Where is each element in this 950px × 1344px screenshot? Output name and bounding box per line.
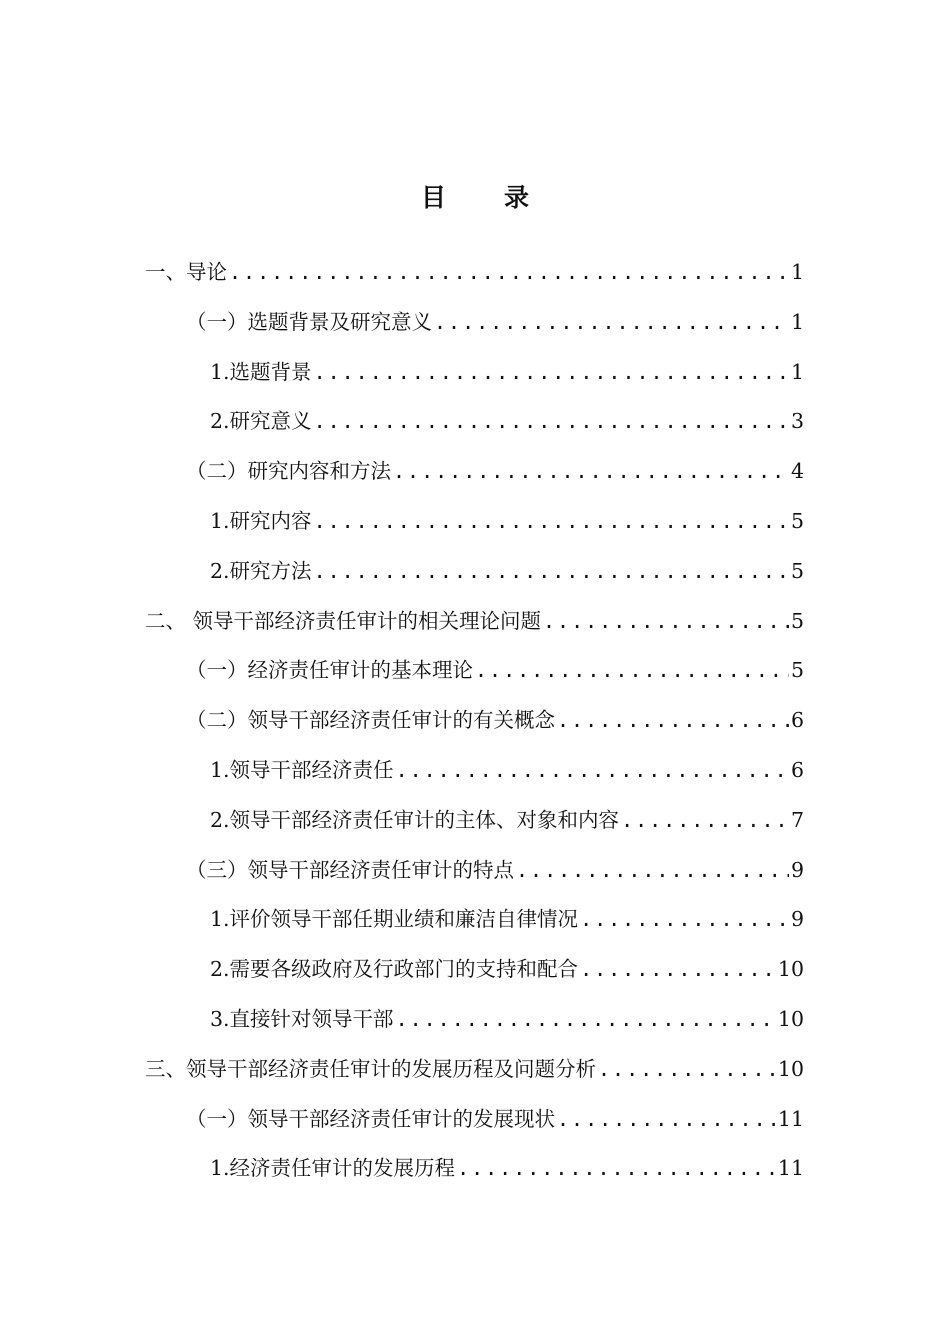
dot-leader	[598, 1045, 776, 1095]
toc-entry[interactable]	[0, 646, 950, 696]
toc-entry-page-number: 9	[790, 857, 804, 882]
dot-leader	[396, 995, 776, 1045]
dot-leader	[580, 945, 776, 995]
toc-entry-page-number: 11	[777, 1106, 804, 1131]
toc-entry-label: 三、领导干部经济责任审计的发展历程及问题分析	[145, 1056, 596, 1081]
dot-leader	[314, 397, 789, 447]
toc-entry[interactable]	[0, 348, 950, 398]
toc-entry-page-number: 6	[790, 708, 804, 733]
dot-leader	[457, 1144, 776, 1194]
toc-entry[interactable]	[0, 796, 950, 846]
toc-entry-page-number: 9	[790, 907, 804, 932]
toc-entry-label: （二）领导干部经济责任审计的有关概念	[186, 708, 555, 733]
toc-entry-label: 1.研究内容	[210, 508, 312, 533]
toc-entry[interactable]	[0, 447, 950, 497]
toc-entry-label: （二）研究内容和方法	[186, 459, 391, 484]
toc-entry[interactable]	[0, 846, 950, 896]
toc-entry-page-number: 1	[790, 359, 804, 384]
toc-entry-page-number: 10	[777, 957, 804, 982]
toc-entry-page-number: 1	[790, 260, 804, 284]
toc-entry[interactable]	[0, 298, 950, 348]
toc-entry[interactable]	[0, 1144, 950, 1194]
toc-entry-label: 1.选题背景	[210, 359, 312, 384]
toc-entry[interactable]	[0, 1095, 950, 1145]
toc-entry-label: 3.直接针对领导干部	[210, 1006, 394, 1031]
dot-leader	[314, 547, 789, 597]
toc-entry-label: （一）领导干部经济责任审计的发展现状	[186, 1106, 555, 1131]
toc-entry-page-number: 5	[790, 508, 804, 533]
toc-entry-page-number: 5	[790, 558, 804, 583]
toc-entry-label: （一）经济责任审计的基本理论	[186, 658, 473, 683]
dot-leader	[543, 597, 789, 647]
toc-entry-page-number: 4	[790, 459, 804, 484]
toc-list	[0, 248, 950, 1194]
dot-leader	[229, 248, 789, 298]
dot-leader	[621, 796, 789, 846]
toc-entry-label: 1.评价领导干部任期业绩和廉洁自律情况	[210, 907, 579, 932]
dot-leader	[314, 348, 789, 398]
toc-entry[interactable]	[0, 746, 950, 796]
dot-leader	[393, 447, 789, 497]
toc-entry[interactable]	[0, 1045, 950, 1095]
dot-leader	[580, 895, 789, 945]
toc-entry-label: 2.研究意义	[210, 409, 312, 434]
toc-entry-label: 二、 领导干部经济责任审计的相关理论问题	[145, 608, 542, 633]
dot-leader	[557, 1095, 776, 1145]
toc-entry-label: 2.领导干部经济责任审计的主体、对象和内容	[210, 807, 620, 832]
toc-entry-page-number: 11	[777, 1156, 804, 1181]
toc-entry[interactable]	[0, 397, 950, 447]
toc-entry-page-number: 7	[790, 807, 804, 832]
toc-entry[interactable]	[0, 597, 950, 647]
toc-entry-page-number: 3	[790, 409, 804, 434]
dot-leader	[557, 696, 789, 746]
toc-entry[interactable]	[0, 497, 950, 547]
toc-entry-label: 一、导论	[145, 260, 227, 284]
toc-entry-label: （一）选题背景及研究意义	[186, 309, 432, 334]
toc-entry-page-number: 1	[790, 309, 804, 334]
toc-entry-label: （三）领导干部经济责任审计的特点	[186, 857, 514, 882]
toc-entry[interactable]	[0, 895, 950, 945]
toc-entry-page-number: 10	[777, 1006, 804, 1031]
toc-title: 目录	[420, 183, 587, 212]
toc-entry-page-number: 5	[790, 608, 804, 633]
dot-leader	[434, 298, 789, 348]
toc-entry[interactable]	[0, 945, 950, 995]
toc-entry-label: 2.研究方法	[210, 558, 312, 583]
dot-leader	[475, 646, 789, 696]
toc-entry[interactable]	[0, 547, 950, 597]
dot-leader	[396, 746, 789, 796]
toc-entry-page-number: 6	[790, 757, 804, 782]
dot-leader	[516, 846, 789, 896]
toc-entry[interactable]	[0, 696, 950, 746]
toc-entry[interactable]	[0, 995, 950, 1045]
toc-entry[interactable]	[0, 248, 950, 298]
toc-entry-page-number: 5	[790, 658, 804, 683]
dot-leader	[314, 497, 789, 547]
toc-entry-page-number: 10	[777, 1056, 804, 1081]
toc-entry-label: 2.需要各级政府及行政部门的支持和配合	[210, 957, 579, 982]
toc-entry-label: 1.经济责任审计的发展历程	[210, 1156, 456, 1181]
toc-entry-label: 1.领导干部经济责任	[210, 757, 394, 782]
